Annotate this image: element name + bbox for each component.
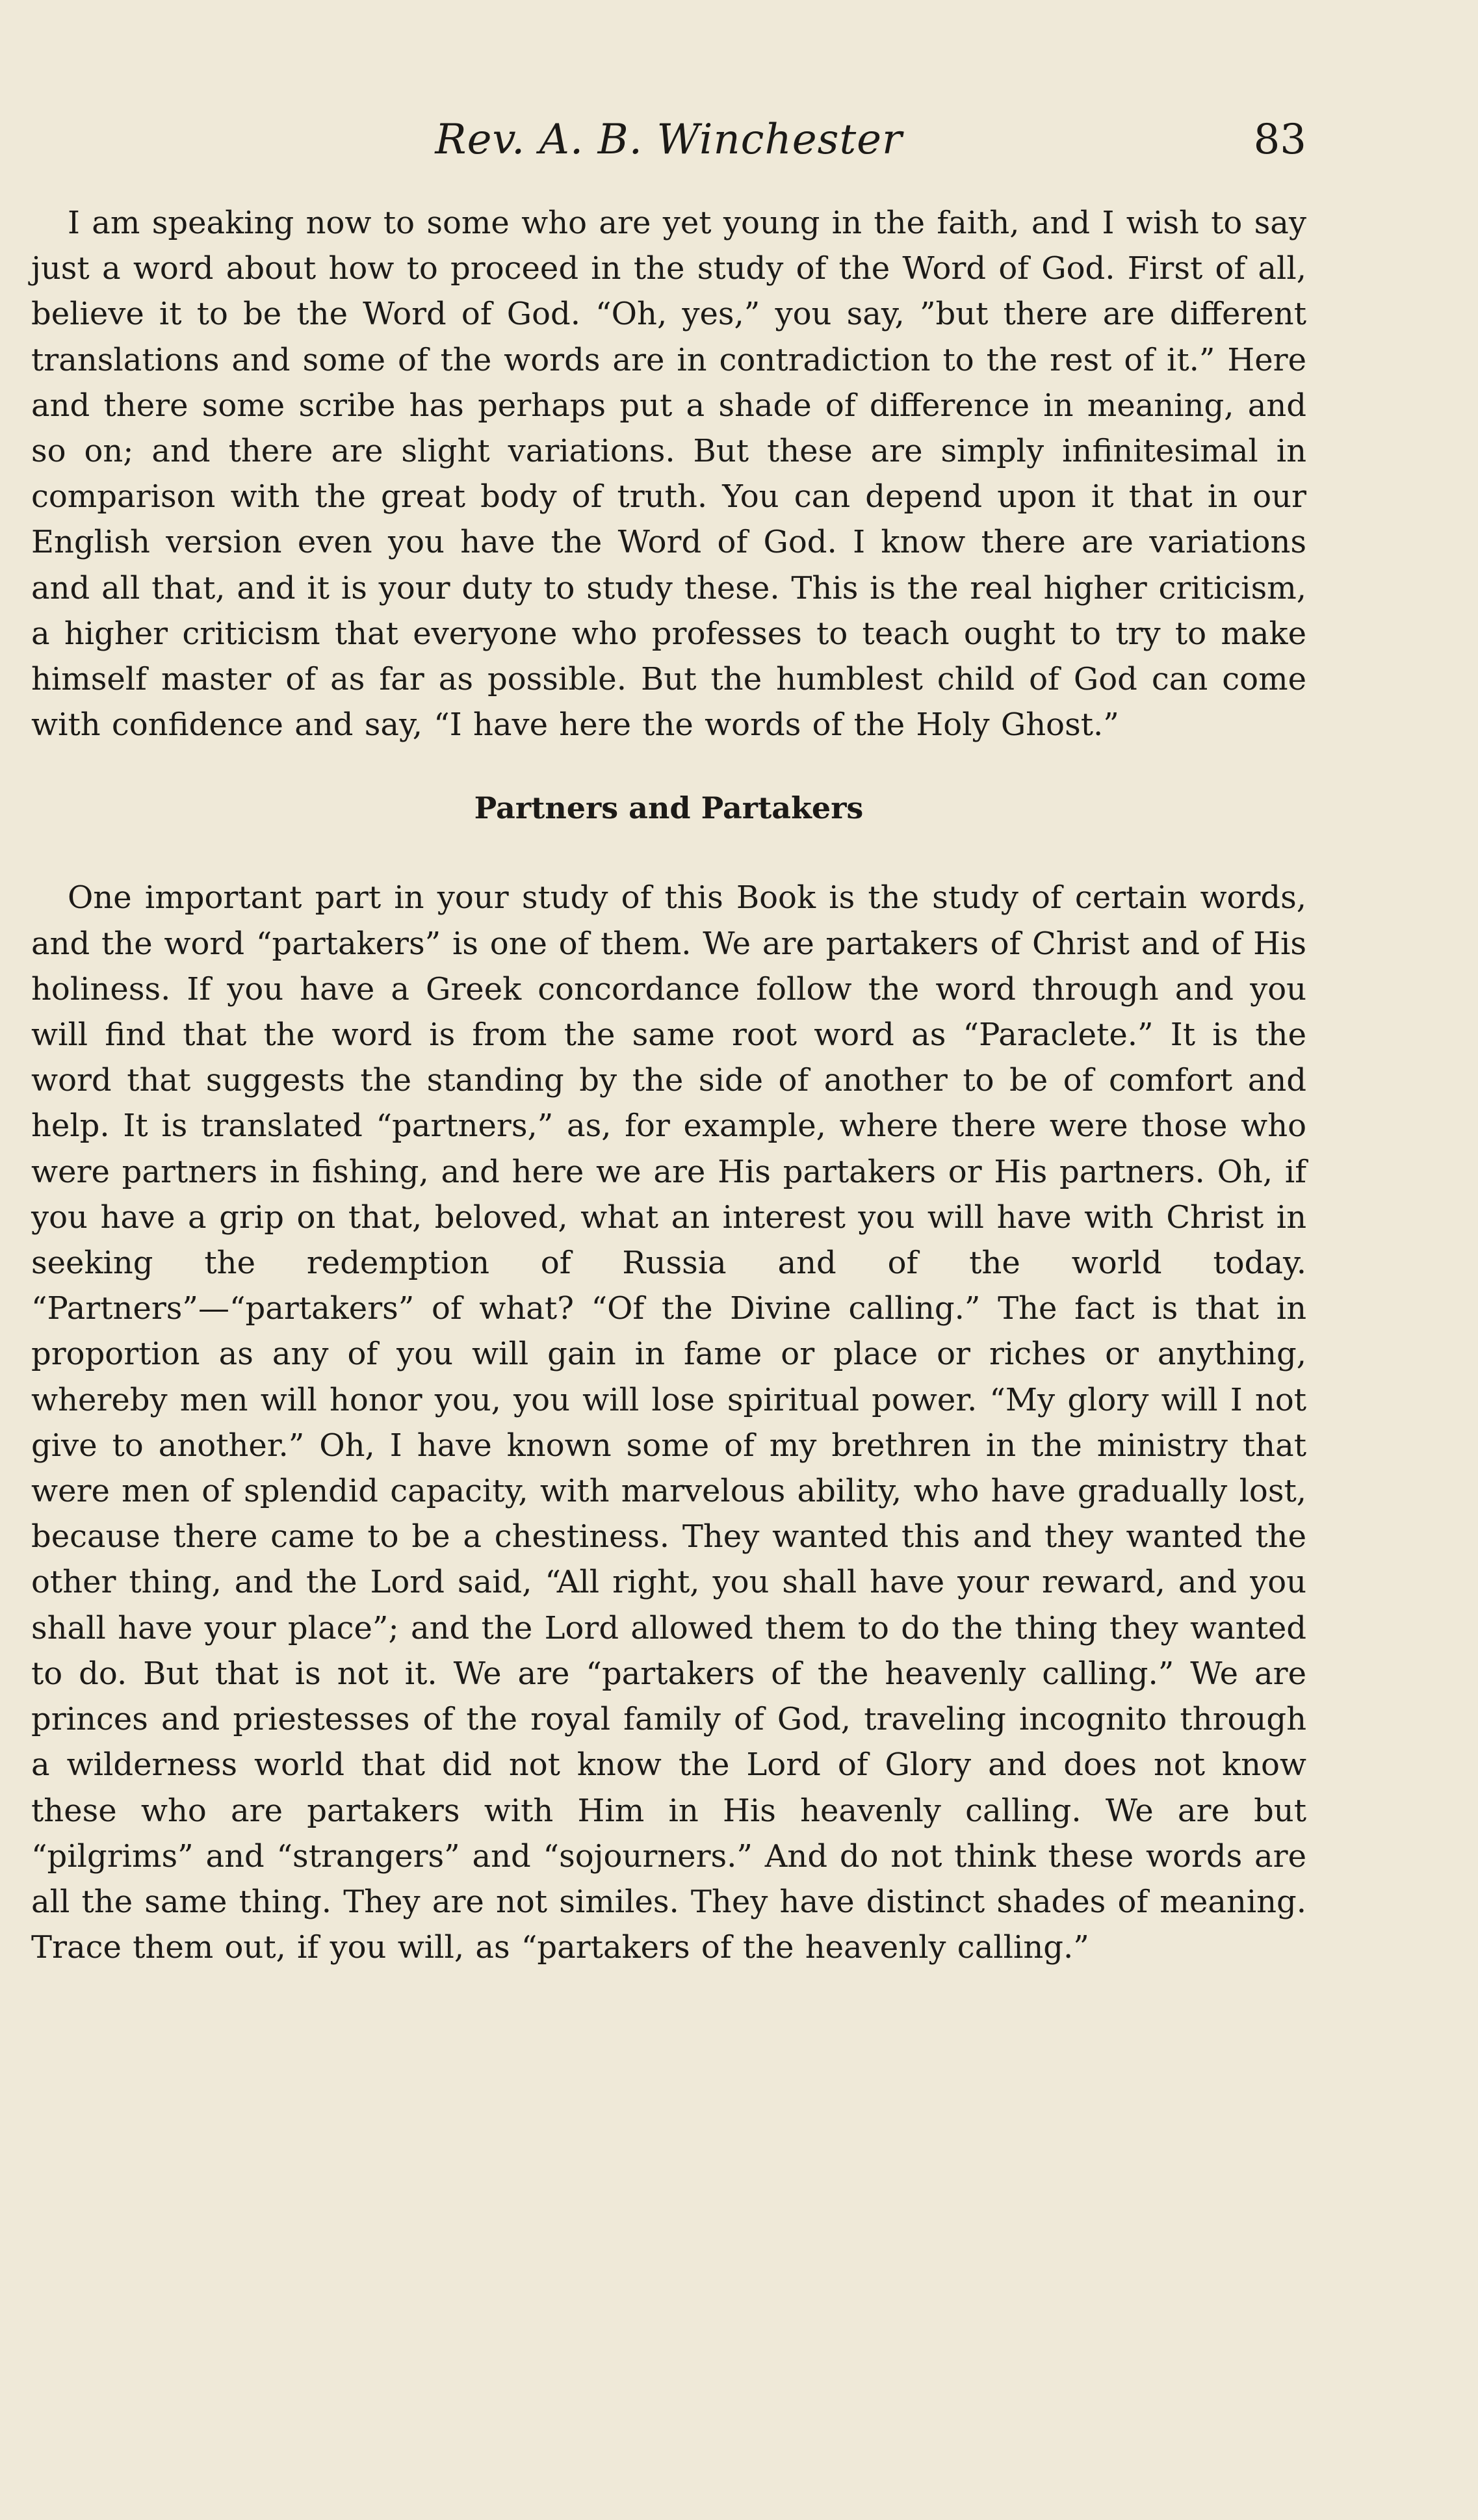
section-heading: Partners and Partakers: [474, 790, 864, 826]
running-head: [31, 104, 1306, 175]
paragraph-1: I am speaking now to some who are yet young in the faith, and I wish to say just a word about how to proceed in the study of the Word of God. First of all, believe it to be the Word of God. “Oh, yes,” you say, ”but there are different translations and some of the words are in contradiction to the rest of it.” Here and there some scribe has perhaps put a shade of difference in meaning, and so on; and there are slight variations. But these are simply infinitesimal in comparison with the great body of truth. You can depend upon it that in our English version even you have the Word of God. I know there are variations and all that, and it is your duty to study these. This is the real higher criticism, a higher criticism that everyone who professes to teach ought to try to make himself master of as far as possible. But the humblest child of God can come with confidence and say, “I have here the words of the Holy Ghost.”: [31, 205, 1306, 744]
running-title: Rev. A. B. Winchester: [435, 116, 903, 164]
body-text: [31, 200, 1306, 1970]
paragraph-2: One important part in your study of this Book is the study of certain words, and the word “partakers” is one of them. We are partakers of Christ and of His holiness. If you have a Greek concordance follow the word through and you will find that the word is from the same root word as “Paraclete.” It is the word that suggests the standing by the side of another to be of comfort and help. It is translated “partners,” as, for example, where there were those who were partners in fishing, and here we are His partakers or His partners. Oh, if you have a grip on that, beloved, what an interest you will have with Christ in seeking the redemption of Russia and of the world today. “Partners”—“partakers” of what? “Of the Divine calling.” The fact is that in proportion as any of you will gain in fame or place or riches or anything, whereby men will honor you, you will lose spiritual power. “My glory will I not give to another.” Oh, I have known some of my brethren in the ministry that were men of splendid capacity, with marvelous ability, who have gradually lost, because there came to be a chestiness. They wanted this and they wanted the other thing, and the Lord said, “All right, you shall have your reward, and you shall have your place”; and the Lord allowed them to do the thing they wanted to do. But that is not it. We are “partakers of the heavenly calling.” We are princes and priestesses of the royal family of God, traveling incognito through a wilderness world that did not know the Lord of Glory and does not know these who are partakers with Him in His heavenly calling. We are but “pilgrims” and “strangers” and “sojourners.” And do not think these words are all the same thing. They are not similes. They have distinct shades of meaning. Trace them out, if you will, as “partakers of the heavenly calling.”: [31, 879, 1306, 1966]
page-number: 83: [1253, 116, 1306, 164]
